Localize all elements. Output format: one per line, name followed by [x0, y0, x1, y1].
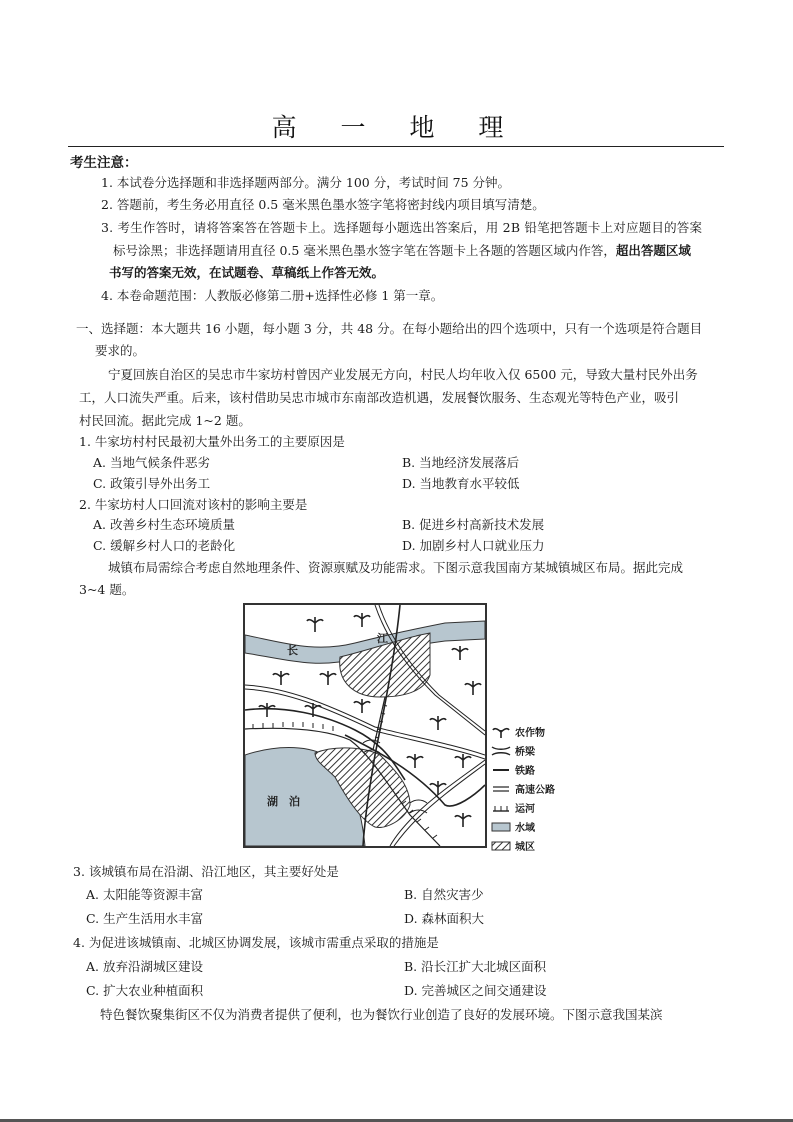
map-legend [490, 722, 555, 855]
section-heading: 一、选择题：本大题共 16 小题，每小题 3 分，共 48 分。在每小题给出的四个选项中，只有一个选项是符合题目 [76, 321, 703, 336]
legend-label-bridge: 桥梁 [515, 747, 535, 758]
question-4-option-a[interactable]: A. 放弃沿湖城区建设 [86, 959, 203, 974]
legend-item-canal [490, 798, 555, 817]
legend-item-urban [490, 836, 555, 855]
legend-item-water [490, 817, 555, 836]
passage2-line2: 3~4 题。 [79, 582, 135, 597]
water-icon [490, 821, 512, 833]
notice-item-3-line3: 书写的答案无效，在试题卷、草稿纸上作答无效。 [109, 265, 385, 280]
question-1-stem: 1. 牛家坊村村民最初大量外出务工的主要原因是 [79, 434, 345, 449]
passage1-line2: 工，人口流失严重。后来，该村借助吴忠市城市东南部改造机遇，发展餐饮服务、生态观光等特色产业，吸引 [79, 390, 680, 405]
urban-area-icon [490, 840, 512, 852]
crop-icon [490, 726, 512, 738]
question-3-option-b[interactable]: B. 自然灾害少 [404, 887, 484, 902]
river-label-chang: 长 [287, 644, 298, 657]
notice-item-3: 3. 考生作答时，请将答案答在答题卡上。选择题每小题选出答案后，用 2B 铅笔把答题卡上对应题目的答案 [101, 220, 703, 235]
question-2-option-a[interactable]: A. 改善乡村生态环境质量 [93, 517, 235, 532]
notice-item-3-normal-text: 标号涂黑；非选择题请用直径 0.5 毫米黑色墨水签字笔在答题卡上各题的答题区域内作答， [113, 243, 616, 258]
legend-label-railway: 铁路 [515, 766, 535, 777]
question-3-stem: 3. 该城镇布局在沿湖、沿江地区，其主要好处是 [73, 864, 339, 879]
question-1-option-b[interactable]: B. 当地经济发展落后 [402, 455, 520, 470]
passage1-line3: 村民回流。据此完成 1~2 题。 [79, 413, 251, 428]
legend-label-canal: 运河 [515, 804, 535, 815]
highway-icon [490, 783, 512, 795]
question-4-option-b[interactable]: B. 沿长江扩大北城区面积 [404, 959, 547, 974]
legend-item-highway [490, 779, 555, 798]
legend-label-crop: 农作物 [515, 728, 545, 739]
question-4-option-d[interactable]: D. 完善城区之间交通建设 [404, 983, 547, 998]
question-2-option-c[interactable]: C. 缓解乡村人口的老龄化 [93, 538, 236, 553]
question-1-option-c[interactable]: C. 政策引导外出务工 [93, 476, 211, 491]
legend-label-urban: 城区 [515, 842, 535, 853]
notice-item-1: 1. 本试卷分选择题和非选择题两部分。满分 100 分，考试时间 75 分钟。 [101, 175, 511, 190]
notice-item-3-bold-text: 超出答题区域 [615, 243, 691, 258]
question-4-stem: 4. 为促进该城镇南、北城区协调发展，该城市需重点采取的措施是 [73, 935, 439, 950]
passage2-line1: 城镇布局需综合考虑自然地理条件、资源禀赋及功能需求。下图示意我国南方某城镇城区布局。据此完成 [108, 560, 684, 575]
bridge-icon [490, 745, 512, 757]
section-heading-cont: 要求的。 [95, 343, 146, 358]
legend-label-water: 水域 [515, 823, 535, 834]
question-2-option-d[interactable]: D. 加剧乡村人口就业压力 [402, 538, 545, 553]
map-canvas [245, 605, 485, 846]
town-layout-map [243, 603, 487, 848]
title-divider [68, 146, 724, 147]
notice-item-2: 2. 答题前，考生务必用直径 0.5 毫米黑色墨水签字笔将密封线内项目填写清楚。 [101, 197, 545, 212]
legend-item-railway [490, 760, 555, 779]
question-3-option-d[interactable]: D. 森林面积大 [404, 911, 485, 926]
passage1-line1: 宁夏回族自治区的吴忠市牛家坊村曾因产业发展无方向，村民人均年收入仅 6500 元，导致大量村民外出务 [108, 367, 698, 382]
notice-item-3-line2 [113, 240, 691, 262]
page-title: 高 一 地 理 [271, 113, 522, 142]
notice-item-4: 4. 本卷命题范围：人教版必修第二册+选择性必修 1 第一章。 [101, 288, 444, 303]
question-2-stem: 2. 牛家坊村人口回流对该村的影响主要是 [79, 497, 308, 512]
question-4-option-c[interactable]: C. 扩大农业种植面积 [86, 983, 204, 998]
passage3-line1: 特色餐饮聚集街区不仅为消费者提供了便利，也为餐饮行业创造了良好的发展环境。下图示意我国某滨 [100, 1007, 663, 1022]
question-3-option-c[interactable]: C. 生产生活用水丰富 [86, 911, 204, 926]
river-label-jiang: 江 [377, 632, 388, 645]
legend-item-crop [490, 722, 555, 741]
railway-icon [490, 764, 512, 776]
canal-icon [490, 802, 512, 814]
notice-heading: 考生注意： [70, 155, 138, 171]
question-1-option-a[interactable]: A. 当地气候条件恶劣 [93, 455, 210, 470]
lake-label: 湖 泊 [267, 795, 300, 808]
legend-label-highway: 高速公路 [515, 785, 555, 796]
legend-item-bridge [490, 741, 555, 760]
question-1-option-d[interactable]: D. 当地教育水平较低 [402, 476, 520, 491]
question-3-option-a[interactable]: A. 太阳能等资源丰富 [86, 887, 203, 902]
question-2-option-b[interactable]: B. 促进乡村高新技术发展 [402, 517, 545, 532]
